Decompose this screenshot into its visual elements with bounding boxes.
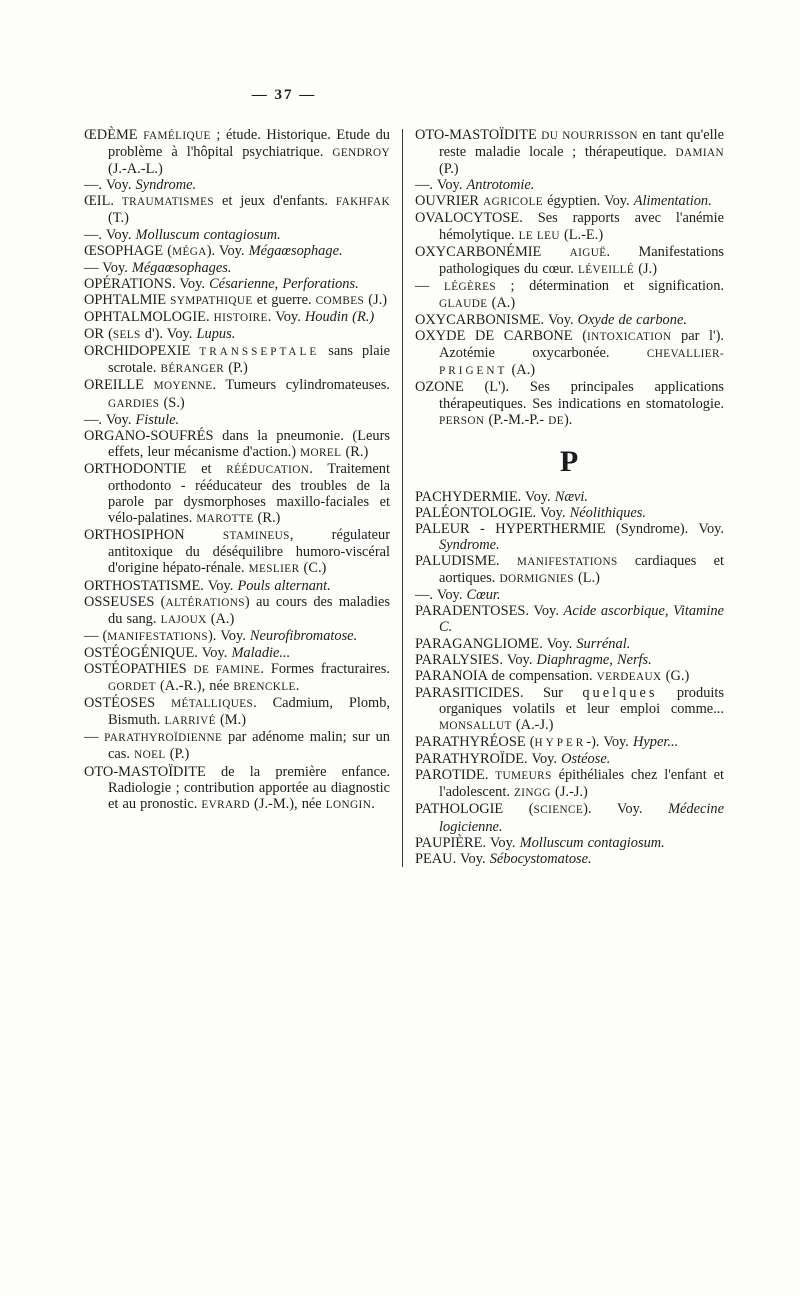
entry-text-segment: STAMINEUS <box>222 530 290 543</box>
entry-text-segment: TRAUMATISMES <box>121 196 214 209</box>
entry-text-segment: TUMEURS <box>495 770 552 783</box>
index-entry <box>84 260 390 276</box>
index-entry <box>415 379 724 428</box>
entry-text-segment: Molluscum contagiosum. <box>135 226 281 243</box>
entry-text-segment: Houdin (R.) <box>304 309 375 326</box>
entry-text-segment: — Voy. <box>84 259 132 276</box>
entry-text-segment: . Voy. <box>267 309 305 326</box>
entry-text-segment: , régulateur antitoxique du déséquilibre humoro-viscéral d'origine hépato-rénale. <box>108 527 390 577</box>
entry-text-segment: (A.) <box>206 610 235 627</box>
index-entry <box>415 668 724 685</box>
entry-text-segment: Hyper... <box>633 734 679 751</box>
index-entry <box>415 278 724 312</box>
entry-text-segment: Oxyde de carbone. <box>577 312 687 329</box>
entry-text-segment: SELS <box>112 329 141 342</box>
entry-text-segment: Maladie... <box>231 644 291 661</box>
entry-text-segment: LARRIVÉ <box>164 715 216 728</box>
entry-text-segment: PARAGANGLIOME. Voy. <box>415 635 577 652</box>
entry-text-segment: — <box>84 729 105 746</box>
entry-text-segment: MONSALLUT <box>439 720 512 732</box>
entry-text-segment: (L.-E.) <box>559 226 604 243</box>
entry-text-segment: Lupus. <box>196 326 236 343</box>
index-entry <box>84 527 390 577</box>
entry-text-segment: SYMPATHIQUE <box>170 294 253 307</box>
section-heading: P <box>559 444 580 478</box>
entry-text-segment: —. Voy. <box>84 411 136 428</box>
entry-text-segment: DE <box>548 414 564 427</box>
entry-text-segment: épithéliales chez l'enfant et l'adolescent. <box>439 767 724 801</box>
index-entry <box>84 309 390 326</box>
entry-text-segment: (A.) <box>487 294 516 311</box>
entry-text-segment: DU NOURRISSON <box>541 130 638 142</box>
entry-text-segment: ) au cours des maladies du sang. <box>108 593 390 627</box>
entry-text-segment: Césarienne, Perforations. <box>209 275 359 292</box>
entry-text-segment: Alimentation. <box>633 193 712 210</box>
entry-text-segment: ). Voy. <box>206 242 249 259</box>
entry-text-segment: . <box>295 678 300 695</box>
entry-text-segment: OXYDE DE CARBONE ( <box>415 328 587 345</box>
entry-text-segment: quelques <box>582 684 658 701</box>
entry-text-segment: OSSEUSES ( <box>84 593 166 610</box>
entry-text-segment: (T.) <box>108 210 129 227</box>
entry-text-segment: (P.-M.-P.- <box>484 411 549 428</box>
index-entry <box>415 505 724 521</box>
entry-text-segment: OZONE (L'). Ses principales applications thérapeutiques. Ses indications en stomatologie. <box>415 379 724 412</box>
entry-text-segment: ). Voy. <box>583 801 669 818</box>
entry-text-segment: d'). Voy. <box>140 326 197 343</box>
entry-text-segment: OSTÉOGÉNIQUE. Voy. <box>84 644 232 661</box>
index-entry <box>84 594 390 628</box>
index-entry <box>415 312 724 328</box>
entry-text-segment: OXYCARBONÉMIE <box>415 243 570 260</box>
index-entry <box>84 243 390 260</box>
entry-text-segment: ORTHOSTATISME. Voy. <box>84 577 238 594</box>
entry-text-segment: OTO-MASTOÏDITE <box>415 127 542 143</box>
entry-text-segment: Diaphragme, Nerfs. <box>536 651 652 668</box>
entry-text-segment: et jeux d'enfants. <box>214 193 336 210</box>
entry-text-segment: — ( <box>84 627 108 644</box>
entry-text-segment: (L.) <box>573 570 600 587</box>
entry-text-segment: PALUDISME. <box>415 553 517 570</box>
entry-text-segment: ALTÉRATIONS <box>165 596 245 609</box>
index-entry <box>84 292 390 309</box>
index-entry <box>415 328 724 379</box>
page-content <box>84 127 725 867</box>
index-entry <box>415 636 724 652</box>
entry-text-segment: Néolithiques. <box>569 504 647 521</box>
entry-text-segment: PRIGENT <box>439 365 508 378</box>
entry-text-segment: (A.-J.) <box>511 717 554 733</box>
entry-text-segment: . Traitement orthodonto - rééducateur des troubles de la parole par dysmorphoses maxillo-faciales et vélo-palatines. <box>108 460 390 527</box>
index-entry <box>415 244 724 278</box>
index-entry <box>415 767 724 801</box>
entry-text-segment: —. Voy. <box>415 587 467 604</box>
entry-text-segment: OPHTALMIE <box>84 291 171 308</box>
entry-text-segment: MANIFESTATIONS <box>516 556 618 569</box>
entry-text-segment: OSTÉOPATHIES <box>84 661 194 677</box>
entry-text-segment: (A.) <box>507 362 536 379</box>
entry-text-segment: GLAUDE <box>439 297 488 310</box>
column-divider <box>402 129 403 867</box>
entry-text-segment: (R.) <box>341 443 369 460</box>
entry-text-segment: OREILLE <box>84 377 154 394</box>
entry-text-segment: cardiaques et aortiques. <box>439 553 725 587</box>
entry-text-segment: MESLIER <box>248 563 300 576</box>
index-entry <box>84 645 390 661</box>
entry-text-segment: OPHTALMOLOGIE. <box>84 309 214 326</box>
entry-text-segment: EVRARD <box>201 798 250 811</box>
index-entry <box>84 177 390 193</box>
entry-text-segment: Pouls alternant. <box>237 577 331 594</box>
index-entry <box>415 193 724 210</box>
index-entry <box>84 428 390 461</box>
entry-text-segment: ORCHIDOPEXIE <box>84 343 200 360</box>
entry-text-segment: ). Voy. <box>207 627 250 644</box>
index-entry <box>84 193 390 226</box>
entry-text-segment: LAJOUX <box>160 613 207 626</box>
entry-text-segment: OPÉRATIONS. Voy. <box>84 275 210 292</box>
entry-text-segment: ORTHOSIPHON <box>84 527 223 544</box>
entry-text-segment: PARATHYROÏDIENNE <box>104 732 223 745</box>
entry-text-segment: Surrénal. <box>576 635 631 652</box>
index-entry <box>415 801 724 834</box>
entry-text-segment: Médecine logicienne. <box>439 801 724 835</box>
entry-text-segment: . Cadmium, Plomb, Bismuth. <box>108 695 391 729</box>
entry-text-segment: Mégaœsophage. <box>248 242 343 259</box>
entry-text-segment: PARALYSIES. Voy. <box>415 651 537 668</box>
index-entry <box>84 326 390 343</box>
entry-text-segment: FAKHFAK <box>335 196 390 209</box>
entry-text-segment: FAMÉLIQUE <box>143 130 211 142</box>
entry-text-segment: (P.) <box>224 360 248 377</box>
right-column <box>415 127 724 867</box>
entry-text-segment: MAROTTE <box>196 513 254 526</box>
entry-text-segment: Mégaœsophages. <box>131 259 232 276</box>
entry-text-segment: AGRICOLE <box>483 196 543 209</box>
index-entry <box>415 652 724 668</box>
entry-text-segment: OR ( <box>84 326 113 343</box>
entry-text-segment: ŒSOPHAGE ( <box>84 242 173 259</box>
entry-text-segment: ORTHODONTIE et <box>84 460 227 477</box>
entry-text-segment: (J.-J.) <box>550 784 588 801</box>
index-entry <box>84 661 390 695</box>
entry-text-segment: VERDEAUX <box>596 670 662 683</box>
entry-text-segment: (J.) <box>364 291 388 308</box>
page-number: — 37 — <box>251 87 317 103</box>
index-entry <box>415 127 724 177</box>
entry-text-segment: AIGUË <box>569 246 607 259</box>
entry-text-segment: RÉÉDUCATION <box>226 463 310 476</box>
entry-text-segment: INTOXICATION <box>587 331 672 344</box>
index-entry <box>415 587 724 603</box>
entry-text-segment: Fistule. <box>135 411 180 428</box>
entry-text-segment: ZINGG <box>514 787 551 800</box>
index-entry <box>84 276 390 292</box>
entry-text-segment: PEAU. Voy. <box>415 850 490 867</box>
entry-text-segment: DAMIAN <box>675 147 724 160</box>
entry-text-segment: (P.) <box>165 746 190 763</box>
index-entry <box>84 628 390 645</box>
entry-text-segment: . Tumeurs cylindromateuses. <box>212 377 390 394</box>
entry-text-segment: Acide ascorbique, Vitamine C. <box>439 603 724 636</box>
index-entry <box>84 343 390 377</box>
entry-text-segment: et guerre. <box>252 291 316 308</box>
entry-text-segment: COMBES <box>315 294 365 307</box>
entry-text-segment: ŒIL. <box>84 193 122 210</box>
index-entry <box>84 227 390 243</box>
entry-text-segment: sans plaie scrotale. <box>108 343 390 377</box>
entry-text-segment: MOREL <box>300 446 342 459</box>
index-entry <box>415 210 724 243</box>
entry-text-segment: — <box>415 277 444 294</box>
entry-text-segment: PALEUR - HYPERTHERMIE (Syndrome). Voy. <box>415 520 724 537</box>
index-entry <box>415 685 724 734</box>
entry-text-segment: ORGANO-SOUFRÉS dans la pneumonie. (Leurs effets, leur mécanisme d'action.) <box>84 427 390 460</box>
entry-text-segment: LONGIN <box>325 798 372 811</box>
entry-text-segment: PATHOLOGIE ( <box>415 801 534 818</box>
entry-text-segment: (J.-A.-L.) <box>108 161 163 178</box>
entry-text-segment: par adénome malin; sur un cas. <box>108 729 390 763</box>
entry-text-segment: OUVRIER <box>415 193 484 210</box>
entry-text-segment: GARDIES <box>108 397 160 410</box>
entry-text-segment: Syndrome. <box>135 177 197 194</box>
index-entry <box>415 851 724 867</box>
index-entry <box>415 835 724 851</box>
index-entry <box>84 127 390 177</box>
entry-text-segment: Antrotomie. <box>466 177 535 194</box>
entry-text-segment: DE FAMINE <box>193 664 261 676</box>
entry-text-segment: PARATHYRÉOSE ( <box>415 734 535 751</box>
entry-text-segment: —. Voy. <box>84 226 136 243</box>
entry-text-segment: PARADENTOSES. Voy. <box>415 603 564 620</box>
entry-text-segment: OXYCARBONISME. Voy. <box>415 312 578 329</box>
entry-text-segment: MÉGA <box>172 245 207 258</box>
entry-text-segment: HYPER <box>534 737 587 750</box>
entry-text-segment: (A.-R.), née <box>155 678 234 695</box>
entry-text-segment: Ostéose. <box>561 751 611 768</box>
entry-text-segment: Cœur. <box>466 587 501 604</box>
entry-text-segment: (P.) <box>439 161 459 178</box>
index-entry <box>415 553 724 587</box>
index-entry <box>84 578 390 594</box>
left-column <box>84 127 390 867</box>
index-entry <box>84 461 390 527</box>
index-entry <box>84 377 390 411</box>
entry-text-segment: PALÉONTOLOGIE. Voy. <box>415 504 570 521</box>
entry-text-segment: Molluscum contagiosum. <box>519 834 665 851</box>
entry-text-segment: -). Voy. <box>586 734 634 751</box>
entry-text-segment: —. Voy. <box>415 177 467 194</box>
entry-text-segment: ; étude. Historique. Etude du problème à l'hôpital psychiatrique. <box>108 127 390 161</box>
entry-text-segment: (C.) <box>299 560 327 577</box>
entry-text-segment: SCIENCE <box>533 804 584 817</box>
entry-text-segment: (J.) <box>634 260 658 277</box>
entry-text-segment: (R.) <box>253 510 281 527</box>
entry-text-segment: Syndrome. <box>439 536 500 553</box>
entry-text-segment: (S.) <box>159 394 185 411</box>
entry-text-segment: DORMIGNIES <box>499 573 574 586</box>
entry-text-segment: par l'). Azotémie oxycarbonée. <box>439 328 724 362</box>
entry-text-segment: . Formes fracturaires. <box>260 661 390 677</box>
index-entry <box>415 521 724 553</box>
entry-text-segment: LÉVEILLÉ <box>578 263 635 276</box>
entry-text-segment: —. Voy. <box>84 177 136 194</box>
entry-text-segment: . Manifestations pathologiques du cœur. <box>439 243 724 277</box>
entry-text-segment: PAUPIÈRE. Voy. <box>415 834 520 851</box>
entry-text-segment: PARATHYROÏDE. Voy. <box>415 751 562 768</box>
entry-text-segment: PARANOIA de compensation. <box>415 667 597 684</box>
entry-text-segment: (M.) <box>215 712 246 729</box>
entry-text-segment: MOYENNE <box>153 380 213 393</box>
entry-text-segment: OVALOCYTOSE. Ses rapports avec l'anémie hémolytique. <box>415 210 724 243</box>
entry-text-segment: BRENCKLE <box>233 681 296 694</box>
index-entry <box>415 177 724 193</box>
entry-text-segment: produits organiques volatils et leur emploi comme... <box>439 684 724 717</box>
entry-text-segment: Sébocystomatose. <box>489 850 592 867</box>
entry-text-segment: OSTÉOSES <box>84 695 172 712</box>
entry-text-segment: ). <box>563 411 573 428</box>
entry-text-segment: PAROTIDE. <box>415 767 496 784</box>
entry-text-segment: ; détermination et signification. <box>495 277 724 294</box>
index-entry <box>415 734 724 751</box>
entry-text-segment: BÉRANGER <box>160 363 225 376</box>
index-entry <box>84 729 390 763</box>
entry-text-segment: . <box>371 795 375 812</box>
entry-text-segment: OTO-MASTOÏDITE de la première enfance. Radiologie ; contribution apportée au diagnostic et au pronostic. <box>84 763 390 812</box>
index-entry <box>415 489 724 505</box>
index-entry <box>415 751 724 767</box>
entry-text-segment: PERSON <box>439 414 485 427</box>
entry-text-segment: Neurofibromatose. <box>249 627 358 644</box>
entry-text-segment: égyptien. Voy. <box>542 193 634 210</box>
entry-text-segment: (J.-M.), née <box>249 795 326 812</box>
index-entry <box>84 764 390 813</box>
entry-text-segment: TRANSSEPTALE <box>199 346 320 359</box>
entry-text-segment: (G.) <box>661 667 690 684</box>
entry-text-segment: CHEVALLIER- <box>646 348 724 361</box>
entry-text-segment: LÉGÈRES <box>443 280 496 293</box>
entry-text-segment: Nævi. <box>554 488 588 505</box>
entry-text-segment: PARASITICIDES. Sur <box>415 684 583 701</box>
entry-text-segment: GENDROY <box>332 147 390 160</box>
entry-text-segment: HISTOIRE <box>213 312 268 325</box>
entry-text-segment: en tant qu'elle reste maladie locale ; thérapeutique. <box>439 127 724 161</box>
entry-text-segment: NOEL <box>134 749 166 762</box>
entry-text-segment: MANIFESTATIONS <box>107 630 208 643</box>
entry-text-segment: LE LEU <box>518 229 560 242</box>
entry-text-segment: GORDET <box>108 681 156 694</box>
index-entry <box>84 412 390 428</box>
entry-text-segment: MÉTALLIQUES <box>171 698 254 711</box>
index-entry <box>415 603 724 635</box>
entry-text-segment: ŒDÈME <box>84 127 144 143</box>
index-entry <box>84 695 390 729</box>
entry-text-segment: PACHYDERMIE. Voy. <box>415 488 555 505</box>
